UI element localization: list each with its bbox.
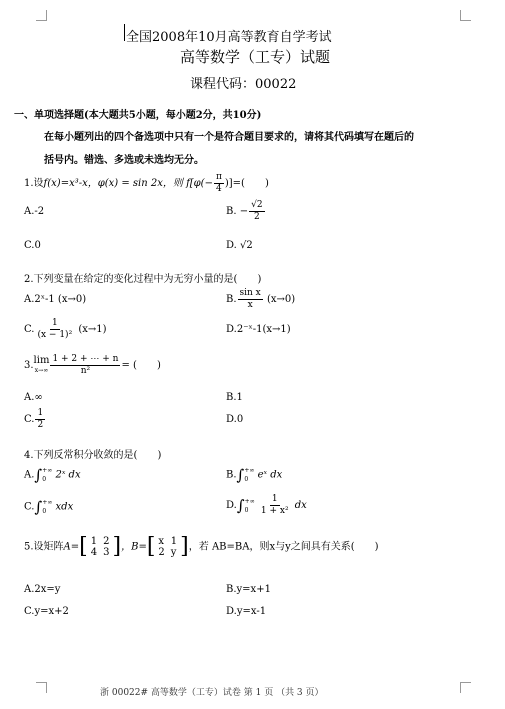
q3-option-b: B.1 bbox=[226, 392, 243, 403]
fraction bbox=[35, 408, 45, 431]
exam-subject-title: 高等数学（工专）试题 bbox=[180, 48, 331, 66]
upper-limit: +∞ bbox=[244, 467, 255, 474]
lim-sub: x→∞ bbox=[34, 366, 49, 374]
option-label: C. bbox=[24, 324, 35, 335]
limit bbox=[34, 356, 50, 376]
question-4: 4.下列反常积分收敛的是( ) bbox=[24, 450, 162, 461]
course-code: 课程代码：00022 bbox=[190, 77, 297, 92]
integral-sign: ∫ bbox=[34, 498, 43, 516]
q1-stem: 1.设 bbox=[24, 178, 44, 189]
matrix-cell: x bbox=[158, 536, 165, 547]
q5-option-d: D.y=x-1 bbox=[226, 606, 267, 617]
matrix-cell: 3 bbox=[103, 547, 110, 558]
fraction-den: n² bbox=[80, 366, 91, 376]
q3-number: 3. bbox=[24, 360, 34, 371]
fraction-den: x bbox=[247, 300, 253, 310]
q5-option-c: C.y=x+2 bbox=[24, 606, 69, 617]
q2-option-b bbox=[226, 288, 295, 311]
fraction bbox=[249, 200, 264, 223]
integrand: eˣ dx bbox=[257, 469, 283, 481]
integral-limits bbox=[244, 466, 254, 484]
condition: (x→1) bbox=[78, 324, 107, 335]
lower-limit: 0 bbox=[244, 476, 249, 483]
q4-option-c bbox=[24, 498, 73, 516]
integral-limits bbox=[42, 498, 52, 516]
fraction bbox=[214, 172, 224, 195]
integrand: 2ˣ dx bbox=[55, 469, 81, 481]
q3-option-c bbox=[24, 408, 46, 431]
matrix-b: [ x 1 2 y ] bbox=[146, 534, 189, 559]
fraction-num: 1 bbox=[37, 408, 44, 418]
q2-option-d: D.2⁻ˣ-1(x→1) bbox=[226, 324, 291, 335]
upper-limit: +∞ bbox=[42, 499, 53, 506]
q1-option-b bbox=[226, 200, 266, 223]
q1-stem: f(x)=x³-x，φ(x) = sin 2x，则 bbox=[43, 178, 183, 189]
text-cursor bbox=[124, 24, 125, 41]
q5-stem: 5.设矩阵 bbox=[24, 541, 64, 553]
q4-option-a bbox=[24, 466, 81, 484]
q1-stem: f[φ(− bbox=[186, 178, 213, 189]
q1-option-a: A.-2 bbox=[24, 206, 45, 217]
fraction-den: 1 + x² bbox=[260, 506, 289, 516]
fraction-den: 4 bbox=[216, 184, 222, 194]
q4-option-d bbox=[226, 494, 307, 517]
upper-limit: +∞ bbox=[244, 497, 255, 505]
corner-mark bbox=[460, 682, 471, 693]
matrix-a-label: A= bbox=[63, 541, 80, 553]
lower-limit: 0 bbox=[42, 508, 47, 515]
integral-limits bbox=[245, 497, 255, 515]
q1-stem: )]=( ) bbox=[224, 178, 269, 189]
option-label: B. bbox=[226, 294, 237, 305]
instruction-line: 括号内。错选、多选或未选均无分。 bbox=[44, 155, 204, 166]
option-label: A. bbox=[24, 469, 35, 481]
question-2: 2.下列变量在给定的变化过程中为无穷小量的是( ) bbox=[24, 274, 262, 285]
fraction-den: 2 bbox=[253, 212, 260, 222]
option-label: C. bbox=[24, 414, 35, 425]
integrand: dx bbox=[294, 500, 307, 511]
fraction-den: 2 bbox=[37, 420, 44, 430]
question-5 bbox=[24, 536, 379, 558]
integrand: xdx bbox=[55, 501, 74, 513]
page-footer: 浙 00022# 高等数学（工专）试卷 第 1 页 （共 3 页） bbox=[100, 688, 324, 698]
fraction bbox=[259, 494, 291, 517]
matrix-a: [ 1 2 4 3 ] bbox=[79, 534, 122, 559]
lower-limit: 0 bbox=[42, 476, 47, 483]
condition: (x→0) bbox=[266, 294, 296, 305]
q1-option-c: C.0 bbox=[24, 240, 41, 251]
fraction-num: 1 bbox=[271, 494, 278, 504]
fraction-num: 1 + 2 + ⋯ + n bbox=[52, 354, 119, 364]
fraction-num: √2 bbox=[251, 200, 263, 210]
q2-option-a: A.2ˣ-1 (x→0) bbox=[24, 294, 87, 305]
matrix-cell: 2 bbox=[158, 547, 165, 558]
q1-option-d: D. √2 bbox=[226, 240, 253, 251]
instruction-line: 在每小题列出的四个备选项中只有一个是符合题目要求的，请将其代码填写在题后的 bbox=[44, 132, 414, 143]
integral-sign: ∫ bbox=[236, 466, 245, 484]
q5-option-b: B.y=x+1 bbox=[226, 584, 271, 595]
matrix-cell: 1 bbox=[90, 536, 98, 547]
option-label: B. bbox=[226, 469, 237, 481]
corner-mark bbox=[460, 10, 471, 21]
q5-stem: ，若 AB=BA，则x与y之间具有关系( ) bbox=[188, 541, 379, 553]
upper-limit: +∞ bbox=[42, 467, 53, 474]
q2-option-c bbox=[24, 318, 107, 341]
q5-option-a: A.2x=y bbox=[24, 584, 61, 595]
q3-suffix: = ( ) bbox=[121, 360, 161, 371]
exam-title: 全国2008年10月高等教育自学考试 bbox=[126, 30, 332, 45]
q3-option-d: D.0 bbox=[226, 414, 244, 425]
matrix-cell: y bbox=[170, 547, 177, 558]
integral-sign: ∫ bbox=[34, 466, 43, 484]
matrix-cell: 4 bbox=[90, 547, 98, 558]
option-label: C. bbox=[24, 501, 35, 513]
fraction-num: sin x bbox=[239, 288, 261, 298]
q3-option-a: A.∞ bbox=[24, 392, 43, 403]
fraction-den: (x − 1)² bbox=[37, 330, 73, 340]
lower-limit: 0 bbox=[244, 506, 249, 514]
q4-option-b bbox=[226, 466, 282, 484]
matrix-cell: 2 bbox=[103, 536, 110, 547]
fraction-num: π bbox=[215, 172, 222, 182]
corner-mark bbox=[36, 10, 47, 21]
option-label: D. bbox=[226, 500, 237, 511]
integral-limits bbox=[42, 466, 52, 484]
option-label: B. − bbox=[226, 206, 249, 217]
matrix-b-label: ，B= bbox=[121, 541, 147, 553]
fraction bbox=[35, 318, 74, 341]
matrix-cell: 1 bbox=[170, 536, 178, 547]
fraction bbox=[238, 288, 263, 311]
corner-mark bbox=[36, 682, 47, 693]
section-heading: 一、单项选择题(本大题共5小题，每小题2分，共10分) bbox=[14, 110, 262, 121]
question-3 bbox=[24, 354, 161, 377]
question-1 bbox=[24, 172, 269, 195]
integral-sign: ∫ bbox=[236, 496, 245, 515]
fraction-num: 1 bbox=[51, 318, 58, 328]
fraction bbox=[50, 354, 120, 377]
lim-symbol: lim bbox=[33, 354, 50, 366]
